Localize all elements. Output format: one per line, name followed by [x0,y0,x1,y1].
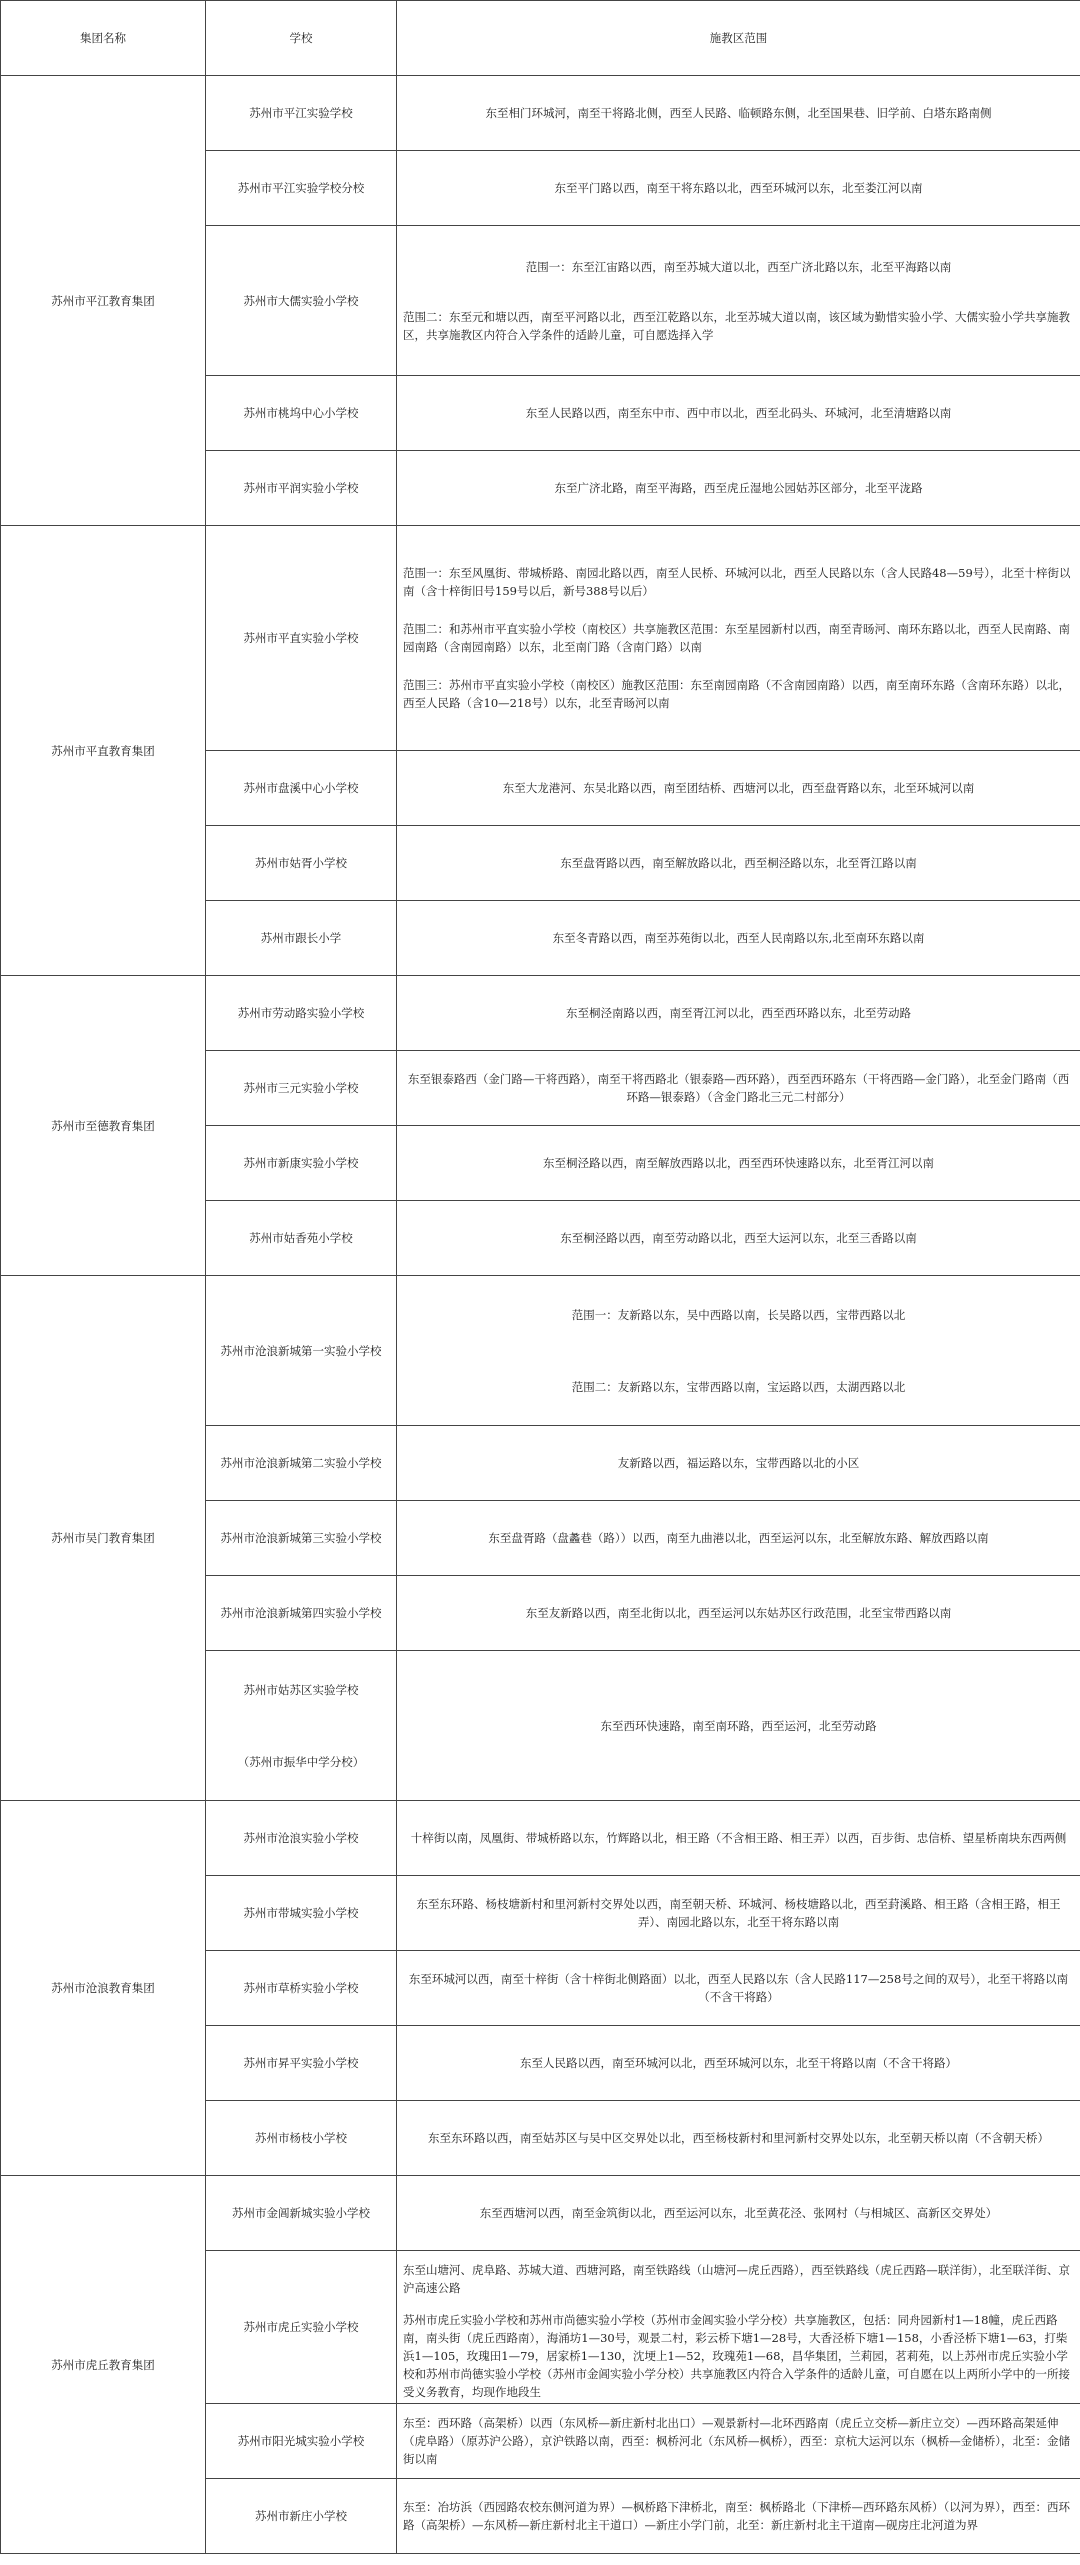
district-range: 东至桐泾路以西，南至解放西路以北，西至西环快速路以东，北至胥江河以南 [397,1126,1080,1201]
district-range: 东至：西环路（高架桥）以西（东风桥—新庄新村北出口）—观景新村—北环西路南（虎丘立交桥—新庄立交）—西环路高架延伸（虎阜路）（原苏沪公路），京沪铁路以南，西至：枫桥河北（东风桥—枫桥），西至：京杭大运河以东（枫桥—金储桥），北至：金储街以南 [397,2404,1080,2479]
school-name: 苏州市草桥实验小学校 [206,1951,397,2026]
district-range-part: 东至山塘河、虎阜路、苏城大道、西塘河路，南至铁路线（山塘河—虎丘西路），西至铁路线（虎丘西路—联洋街），北至联洋街、京沪高速公路 [403,2263,1070,2295]
school-name: 苏州市新康实验小学校 [206,1126,397,1201]
table-row [1,2176,1080,2251]
school-name: 苏州市跟长小学 [206,901,397,976]
school-name-sub: （苏州市振华中学分校） [237,1754,365,1769]
table-row [1,76,1080,151]
district-range: 东至盘胥路以西，南至解放路以北，西至桐泾路以东，北至胥江路以南 [397,826,1080,901]
district-range: 东至广济北路，南至平海路，西至虎丘湿地公园姑苏区部分，北至平泷路 [397,451,1080,526]
school-name: 苏州市三元实验小学校 [206,1051,397,1126]
group-name: 苏州市平江教育集团 [1,76,206,526]
district-range: 东至大龙港河、东吴北路以西，南至团结桥、西塘河以北，西至盘胥路以东，北至环城河以南 [397,751,1080,826]
table-header-row [1,1,1080,76]
school-name: 苏州市桃坞中心小学校 [206,376,397,451]
district-range: 东至相门环城河，南至干将路北侧，西至人民路、临顿路东侧，北至国果巷、旧学前、白塔东路南侧 [397,76,1080,151]
group-name: 苏州市至德教育集团 [1,976,206,1276]
table-row [1,1801,1080,1876]
school-name: 苏州市姑胥小学校 [206,826,397,901]
group-name: 苏州市虎丘教育集团 [1,2176,206,2554]
group-name: 苏州市沧浪教育集团 [1,1801,206,2176]
school-name: 苏州市虎丘实验小学校 [206,2251,397,2404]
district-range: 东至桐泾路以西，南至劳动路以北，西至大运河以东，北至三香路以南 [397,1201,1080,1276]
district-range-part: 范围二：和苏州市平直实验小学校（南校区）共享施教区范围：东至星园新村以西，南至青旸河、南环东路以北，西至人民南路、南园南路（含南园南路）以东，北至南门路（含南门路）以南 [403,622,1070,654]
school-name-main: 苏州市姑苏区实验学校 [243,1682,359,1697]
school-name: 苏州市金阊新城实验小学校 [206,2176,397,2251]
school-name: 苏州市平江实验学校分校 [206,151,397,226]
district-range-part: 范围一：友新路以东，吴中西路以南，长吴路以西，宝带西路以北 [571,1307,906,1322]
district-range: 友新路以西，福运路以东，宝带西路以北的小区 [397,1426,1080,1501]
school-name: 苏州市杨枝小学校 [206,2101,397,2176]
district-range: 东至：冶坊浜（西园路农校东侧河道为界）—枫桥路下津桥北，南至：枫桥路北（下津桥—西环路东风桥）（以河为界），西至：西环路（高架桥）—东风桥—新庄新村北主干道口）—新庄小学门前，北至：新庄新村北主干道南—砚房庄北河道为界 [397,2479,1080,2554]
school-name: 苏州市平江实验学校 [206,76,397,151]
school-name: 苏州市昇平实验小学校 [206,2026,397,2101]
table-row [1,526,1080,751]
district-range: 东至桐泾南路以西，南至胥江河以北，西至西环路以东，北至劳动路 [397,976,1080,1051]
district-range: 东至人民路以西，南至东中市、西中市以北，西至北码头、环城河，北至清塘路以南 [397,376,1080,451]
school-name: 苏州市沧浪新城第一实验小学校 [206,1276,397,1426]
school-name: 苏州市平直实验小学校 [206,526,397,751]
district-range: 东至银泰路西（金门路—干将西路），南至干将西路北（银泰路—西环路），西至西环路东（干将西路—金门路），北至金门路南（西环路—银泰路）（含金门路北三元二村部分） [397,1051,1080,1126]
district-range: 东至友新路以西，南至北街以北，西至运河以东姑苏区行政范围，北至宝带西路以南 [397,1576,1080,1651]
school-name: 苏州市沧浪新城第二实验小学校 [206,1426,397,1501]
district-range-part: 范围二：友新路以东，宝带西路以南，宝运路以西，太湖西路以北 [571,1379,906,1394]
district-range-part: 范围三：苏州市平直实验小学校（南校区）施教区范围：东至南园南路（不含南园南路）以西，南至南环东路（含南环东路）以北，西至人民路（含10—218号）以东，北至青旸河以南 [403,678,1070,710]
school-name: 苏州市带城实验小学校 [206,1876,397,1951]
district-range: 东至东环路、杨枝塘新村和里河新村交界处以西，南至朝天桥、环城河、杨枝塘路以北，西至葑溪路、相王路（含相王路，相王弄）、南园北路以东，北至干将东路以南 [397,1876,1080,1951]
header-school: 学校 [206,1,397,76]
district-range: 东至东环路以西，南至姑苏区与吴中区交界处以北，西至杨枝新村和里河新村交界处以东，北至朝天桥以南（不含朝天桥） [397,2101,1080,2176]
district-range [397,526,1080,751]
header-group-name: 集团名称 [1,1,206,76]
group-name: 苏州市吴门教育集团 [1,1276,206,1801]
school-name: 苏州市阳光城实验小学校 [206,2404,397,2479]
school-name: 苏州市沧浪新城第三实验小学校 [206,1501,397,1576]
table-row [1,1276,1080,1426]
district-range: 东至环城河以西，南至十梓街（含十梓街北侧路面）以北，西至人民路以东（含人民路117—258号之间的双号），北至干将路以南（不含干将路） [397,1951,1080,2026]
school-name: 苏州市盘溪中心小学校 [206,751,397,826]
district-range [397,2251,1080,2404]
district-range-part: 范围一：东至江宙路以西，南至苏城大道以北，西至广济北路以东，北至平海路以南 [525,259,952,274]
district-range [397,1276,1080,1426]
district-range-part: 苏州市虎丘实验小学校和苏州市尚德实验小学校（苏州市金阊实验小学分校）共享施教区，包括：同舟园新村1—18幢，虎丘西路南，南头街（虎丘西路南），海涌坊1—30号，观景二村，彩云桥下塘1—28号，大香泾桥下塘1—158，小香泾桥下塘1—63，打柴浜1—105，玫瑰田1—79，居家桥1—130，沈埂上1—52，玫瑰苑1—68，昌华集团，兰莉园，茗莉苑，以上苏州市虎丘实验小学校和苏州市尚德实验小学校（苏州市金阊实验小学分校）共享施教区内符合入学条件的适龄儿童，可自愿在以上两所小学中的一所接受义务教育，均现作地段生 [403,2313,1070,2399]
school-name: 苏州市姑香苑小学校 [206,1201,397,1276]
school-name: 苏州市沧浪新城第四实验小学校 [206,1576,397,1651]
district-range-part: 范围二：东至元和塘以西，南至平河路以北，西至江乾路以东，北至苏城大道以南，该区域为勤惜实验小学、大儒实验小学共享施教区，共享施教区内符合入学条件的适龄儿童，可自愿选择入学 [403,309,1070,342]
district-range: 东至人民路以西，南至环城河以北，西至环城河以东，北至干将路以南（不含干将路） [397,2026,1080,2101]
district-range: 东至盘胥路（盘蠡巷（路））以西，南至九曲港以北，西至运河以东，北至解放东路、解放西路以南 [397,1501,1080,1576]
header-district-range: 施教区范围 [397,1,1080,76]
school-name [206,1651,397,1801]
school-name: 苏州市平润实验小学校 [206,451,397,526]
district-range [397,226,1080,376]
school-name: 苏州市大儒实验小学校 [206,226,397,376]
district-range: 东至西环快速路，南至南环路，西至运河，北至劳动路 [397,1651,1080,1801]
school-name: 苏州市沧浪实验小学校 [206,1801,397,1876]
school-name: 苏州市劳动路实验小学校 [206,976,397,1051]
district-range: 东至西塘河以西，南至金筑街以北，西至运河以东，北至黄花泾、张网村（与相城区、高新区交界处） [397,2176,1080,2251]
table-row [1,976,1080,1051]
district-range: 十梓街以南，凤凰街、带城桥路以东，竹辉路以北，相王路（不含相王路、相王弄）以西，百步街、忠信桥、望星桥南块东西两侧 [397,1801,1080,1876]
group-name: 苏州市平直教育集团 [1,526,206,976]
district-range: 东至平门路以西，南至干将东路以北，西至环城河以东，北至娄江河以南 [397,151,1080,226]
district-range: 东至冬青路以西，南至苏苑街以北，西至人民南路以东,北至南环东路以南 [397,901,1080,976]
school-name: 苏州市新庄小学校 [206,2479,397,2554]
district-range-part: 范围一：东至风凰街、带城桥路、南园北路以西，南至人民桥、环城河以北，西至人民路以东（含人民路48—59号），北至十梓街以南（含十梓街旧号159号以后，新号388号以后） [403,566,1071,598]
